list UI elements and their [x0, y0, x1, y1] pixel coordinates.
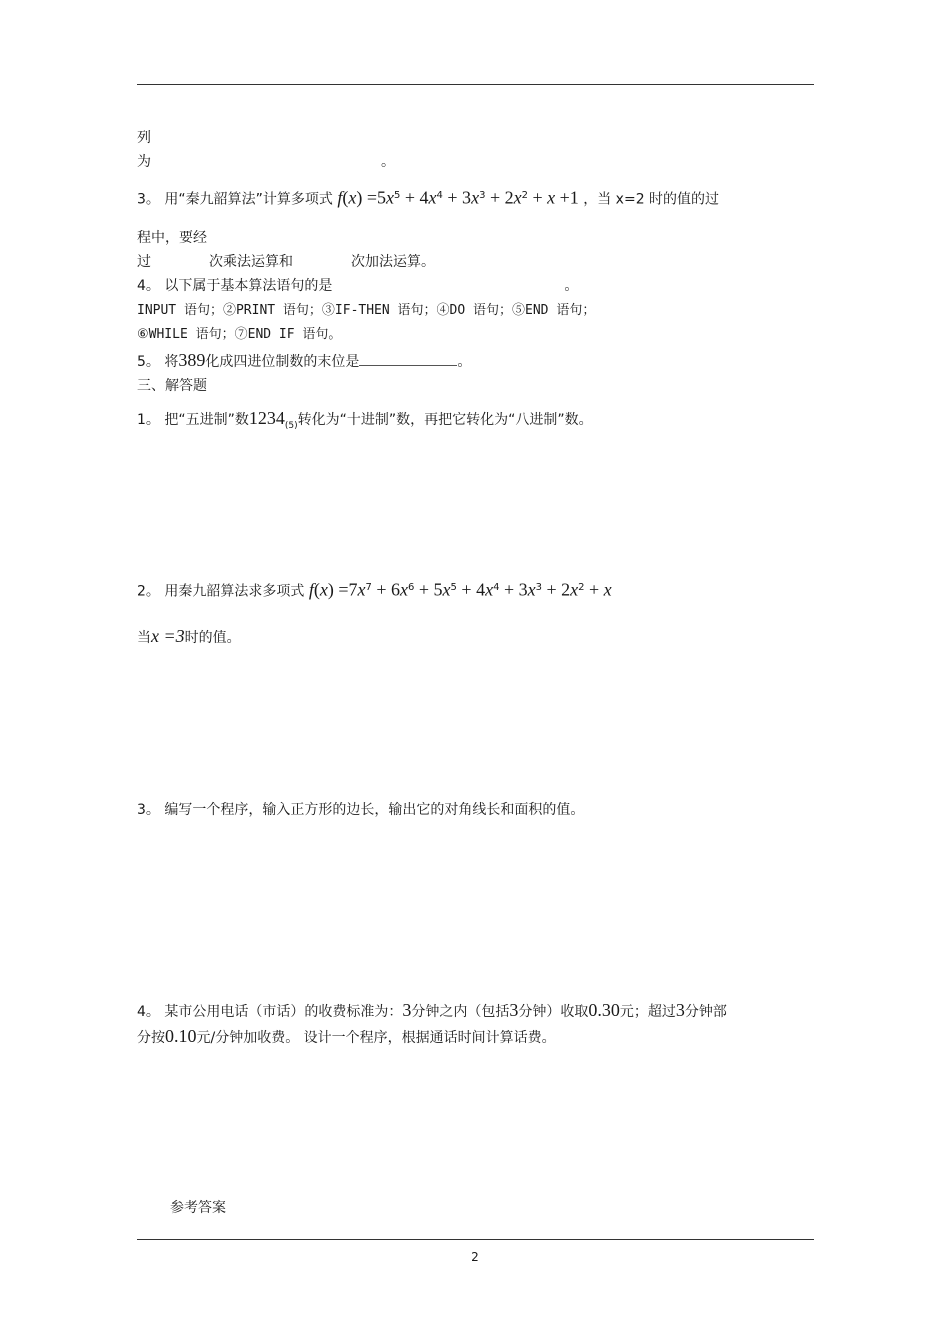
polynomial-formula: x: [386, 187, 394, 208]
exponent: 2: [578, 582, 585, 593]
polynomial-formula: x: [428, 187, 437, 208]
text: 。: [564, 278, 579, 294]
polynomial-formula: +: [584, 579, 604, 600]
exponent: 2: [521, 190, 528, 201]
text: 4。 某市公用电话（市话）的收费标准为：: [137, 1004, 403, 1020]
options-line: INPUT 语句；②PRINT 语句；③IF-THEN 语句；④DO 语句；⑤END 语句；: [137, 303, 596, 318]
polynomial-formula: +: [527, 187, 548, 208]
text: 5。 将: [137, 354, 179, 370]
polynomial-formula: + 2: [485, 187, 514, 208]
equation: x =3: [151, 626, 185, 646]
text: 3。 用“秦九韶算法”计算多项式: [137, 191, 333, 208]
options-line: ⑥WHILE 语句；⑦END IF 语句。: [137, 327, 342, 342]
text: 分钟之内（包括: [411, 1004, 510, 1020]
polynomial-formula: x: [357, 579, 366, 600]
answer-question-3: 3。 编写一个程序，输入正方形的边长，输出它的对角线长和面积的值。: [137, 802, 585, 818]
text-line: [137, 626, 241, 648]
text: 次乘法运算和: [209, 254, 293, 270]
exponent: 6: [408, 582, 415, 593]
answers-heading: 参考答案: [170, 1200, 226, 1216]
number: 3: [509, 1000, 519, 1020]
polynomial-formula: x: [319, 579, 328, 600]
text: ，当 x=2 时的值的过: [583, 191, 720, 208]
polynomial-formula: + 2: [541, 579, 571, 600]
text: 化成四进位制数的末位是: [205, 354, 360, 370]
polynomial-formula: x: [570, 579, 579, 600]
exponent: 4: [436, 190, 443, 201]
polynomial-formula: + 4: [456, 579, 486, 600]
number: 1234: [248, 408, 285, 428]
number: 3: [675, 1000, 685, 1020]
text: 次加法运算。: [351, 254, 435, 270]
text-line: [137, 152, 395, 172]
text: 元；超过: [619, 1004, 676, 1020]
text: 过: [137, 254, 151, 270]
polynomial-formula: + 3: [499, 579, 528, 600]
text: 时的值。: [184, 630, 241, 646]
footer-rule: [137, 1239, 814, 1240]
text-line: [137, 1026, 556, 1048]
question-4: [137, 276, 578, 296]
text-line: 程中，要经: [137, 230, 207, 246]
base-subscript: (5): [284, 420, 298, 431]
answer-question-4: [137, 1000, 727, 1022]
number: 0.30: [588, 1000, 620, 1020]
polynomial-formula: x: [442, 579, 451, 600]
polynomial-formula: f: [337, 187, 343, 208]
polynomial-formula: + 5: [414, 579, 443, 600]
exponent: 3: [535, 582, 542, 593]
polynomial-formula: f: [308, 579, 314, 600]
polynomial-formula: x: [547, 187, 556, 208]
polynomial-formula: + 3: [442, 187, 472, 208]
answer-blank: [359, 353, 457, 366]
text: 。: [381, 154, 395, 170]
text: 当: [137, 630, 151, 646]
number: 3: [402, 1000, 412, 1020]
polynomial-formula: ) =7: [327, 579, 358, 600]
text: 1。 把“五进制”数: [137, 412, 249, 428]
polynomial-formula: x: [348, 187, 357, 208]
polynomial-formula: x: [603, 579, 612, 600]
polynomial-formula: +1: [555, 187, 579, 208]
text: 4。 以下属于基本算法语句的是: [137, 278, 333, 294]
text-line: 列: [137, 130, 151, 146]
text: 为: [137, 154, 151, 170]
text: 分钟部: [684, 1004, 727, 1020]
text: 转化为“十进制”数，再把它转化为“八进制”数。: [297, 412, 593, 428]
number: 0.10: [165, 1026, 197, 1046]
polynomial-formula: x: [527, 579, 536, 600]
text-line: [137, 252, 435, 272]
polynomial-formula: (: [342, 187, 349, 208]
answer-question-1: [137, 408, 593, 436]
text: 2。 用秦九韶算法求多项式: [137, 583, 305, 600]
exponent: 4: [493, 582, 500, 593]
polynomial-formula: ) =5: [356, 187, 386, 208]
polynomial-formula: + 4: [400, 187, 429, 208]
polynomial-formula: x: [471, 187, 480, 208]
exponent: 3: [479, 190, 486, 201]
text: 分按: [137, 1030, 165, 1046]
section-heading: 三、解答题: [137, 378, 207, 394]
polynomial-formula: + 6: [371, 579, 401, 600]
question-3: [137, 186, 719, 210]
page-number: 2: [471, 1250, 479, 1264]
exponent: 5: [394, 190, 401, 201]
text: 。: [457, 354, 472, 370]
answer-question-2: [137, 578, 612, 602]
polynomial-formula: x: [513, 187, 522, 208]
text: 元/分钟加收费。 设计一个程序，根据通话时间计算话费。: [196, 1030, 556, 1046]
exponent: 7: [365, 582, 372, 593]
polynomial-formula: (: [313, 579, 320, 600]
polynomial-formula: x: [400, 579, 409, 600]
exponent: 5: [450, 582, 457, 593]
text: 分钟）收取: [518, 1004, 589, 1020]
header-rule: [137, 84, 814, 85]
number: 389: [178, 350, 206, 370]
polynomial-formula: x: [485, 579, 494, 600]
question-5: [137, 350, 471, 372]
